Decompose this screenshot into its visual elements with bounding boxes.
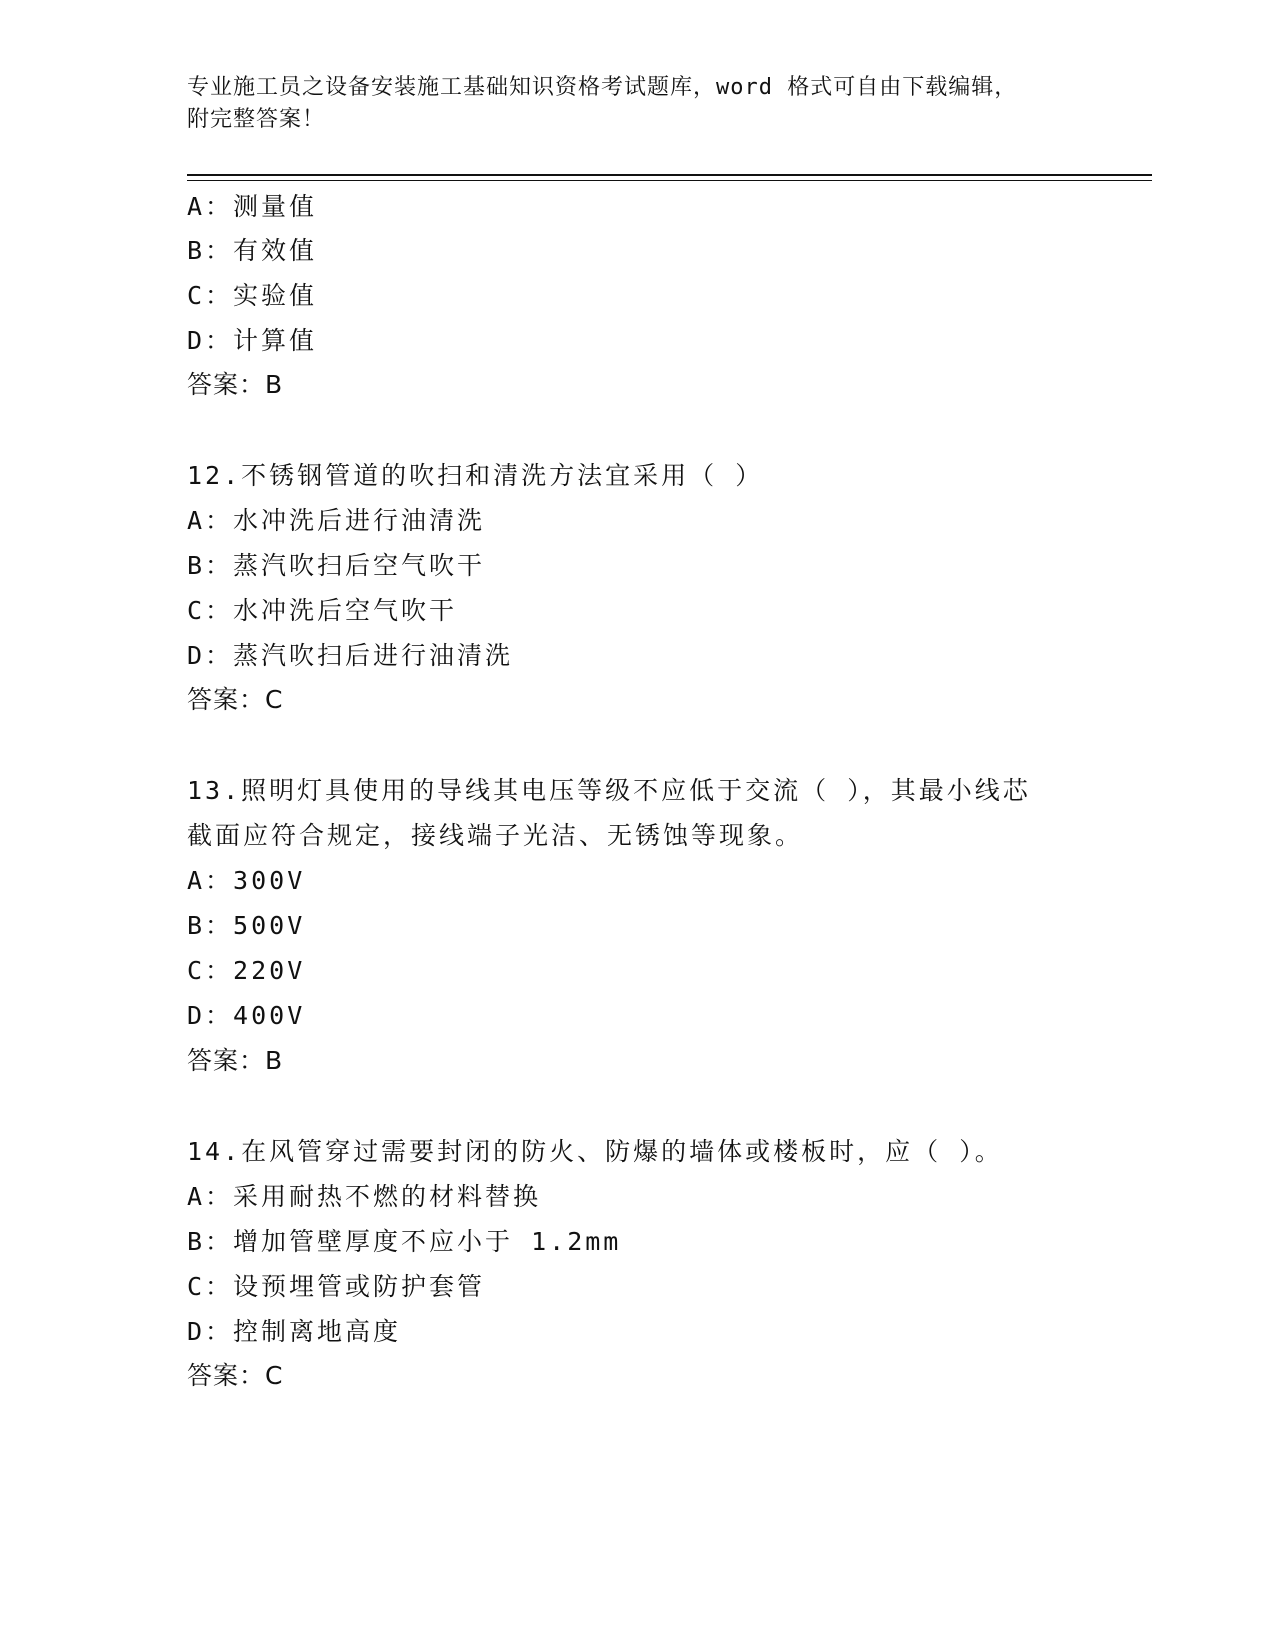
q14-option-c: C：设预埋管或防护套管 [187, 1272, 486, 1301]
document-header [187, 72, 1087, 136]
q14-option-a: A：采用耐热不燃的材料替换 [187, 1182, 542, 1211]
q12-option-a: A：水冲洗后进行油清洗 [187, 506, 486, 535]
q14-answer: 答案：C [187, 1361, 284, 1390]
q13-option-d: D：400V [187, 1001, 306, 1030]
q12-option-b: B：蒸汽吹扫后空气吹干 [187, 551, 486, 580]
q11-option-d: D：计算值 [187, 326, 318, 355]
header-divider-thin [187, 180, 1152, 181]
q13-stem-line-2: 截面应符合规定，接线端子光洁、无锈蚀等现象。 [187, 821, 804, 850]
q11-option-b: B：有效值 [187, 236, 318, 265]
q13-option-a: A：300V [187, 866, 306, 895]
q13-answer: 答案：B [187, 1046, 284, 1075]
q13-option-c: C：220V [187, 956, 306, 985]
q12-answer: 答案：C [187, 685, 284, 714]
q12-option-c: C：水冲洗后空气吹干 [187, 596, 458, 625]
q11-option-c: C：实验值 [187, 281, 318, 310]
q14-stem: 14.在风管穿过需要封闭的防火、防爆的墙体或楼板时，应（ ）。 [187, 1137, 1003, 1166]
q11-answer: 答案：B [187, 370, 284, 399]
q13-option-b: B：500V [187, 911, 306, 940]
header-line-2: 附完整答案！ [187, 107, 326, 132]
q14-option-d: D：控制离地高度 [187, 1317, 402, 1346]
q14-option-b: B：增加管壁厚度不应小于 1.2mm [187, 1227, 622, 1256]
q12-stem: 12.不锈钢管道的吹扫和清洗方法宜采用（ ） [187, 461, 764, 490]
q12-option-d: D：蒸汽吹扫后进行油清洗 [187, 641, 514, 670]
header-divider-thick [187, 174, 1152, 176]
header-line-1: 专业施工员之设备安装施工基础知识资格考试题库，word 格式可自由下载编辑， [187, 75, 1018, 100]
q13-stem-line-1: 13.照明灯具使用的导线其电压等级不应低于交流（ ），其最小线芯 [187, 776, 1031, 805]
q11-option-a: A：测量值 [187, 192, 318, 221]
